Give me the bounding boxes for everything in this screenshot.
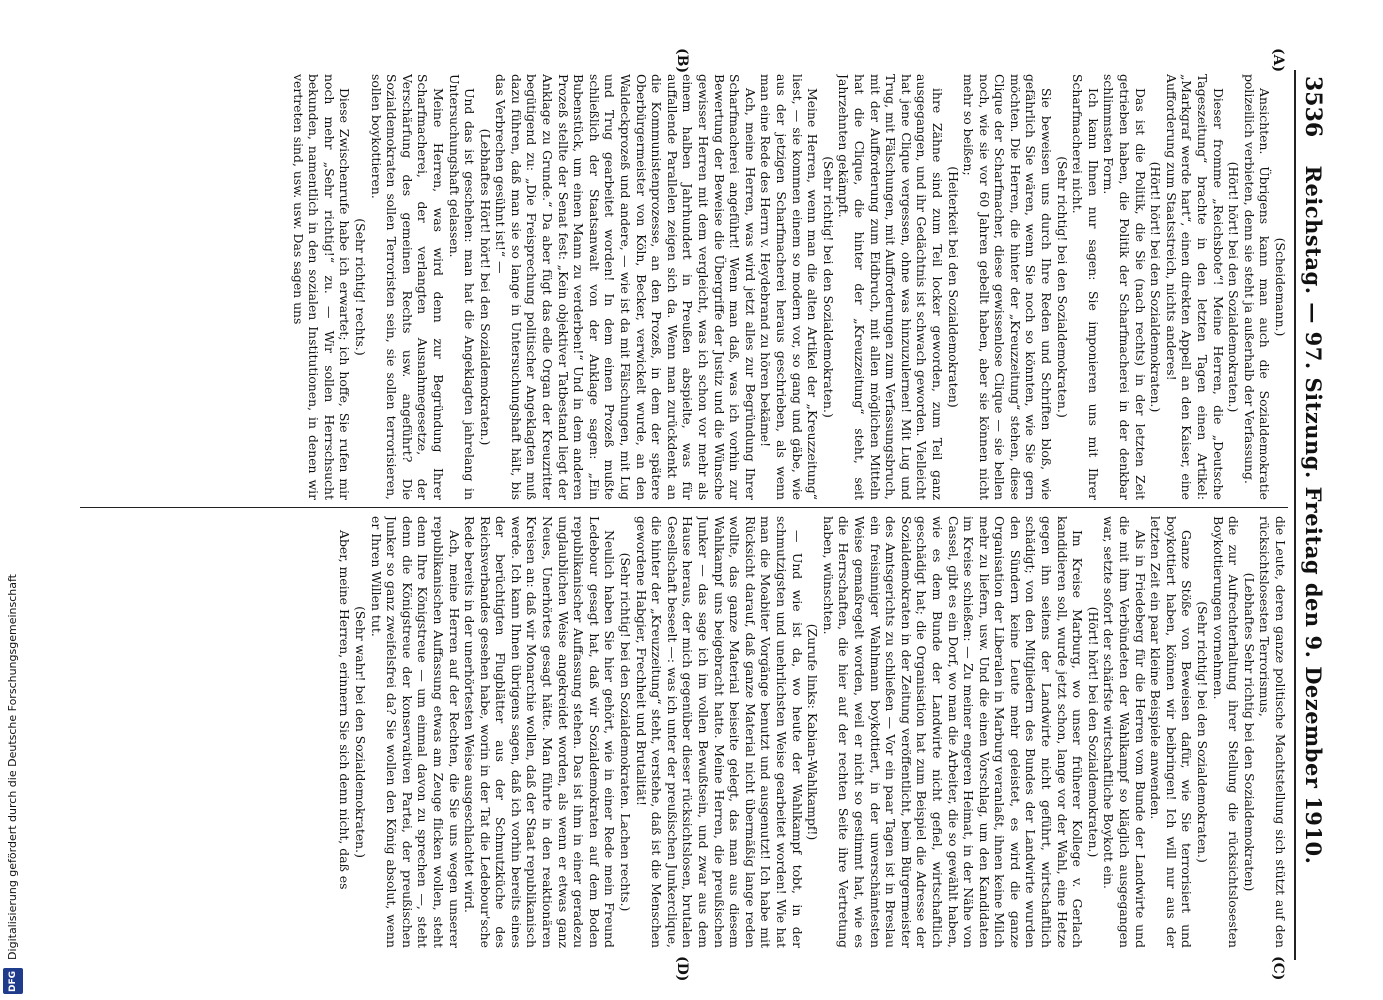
interjection: (Sehr richtig! rechts.) — [352, 218, 368, 356]
margin-marker-b: (B) — [674, 48, 690, 74]
paragraph: die zur Aufrechterhaltung ihrer Stellung die rücksichtslosesten Boykottierungen vornehmen. — [1210, 516, 1242, 948]
paragraph: Neulich haben Sie hier gehört, wie in einer Rede mein Freund Ledebour gesagt hat, daß wir Sozialdemokraten auf dem Boden republikanischer Auffassung stehen. Das ist ihm in einer geradezu unglaublichen Weise angekreidet worden, als wenn er etwas ganz Neues, Unerhörtes gesagt hätte. Man führte in den reaktionären Kreisen an: daß wir Monarchie wollen, daß der Staat republikanisch werde. Ich kann Ihnen übrigens sagen, daß ich vorhin bereits eines der berüchtigten Flugblätter aus der Schmutzküche des Reichsverbandes gesehen habe, worin in der Tat die Ledebour'sche Rede bereits in der unerhörtesten Weise ausgeschlachtet wird. — [462, 516, 618, 948]
paragraph: Im Kreise Marburg, wo unser früherer Kollege v. Gerlach kandidieren soll, wurde jetzt schon, lange vor der Wahl, eine Hetze gegen ihn seitens der Landwirte nicht geführt, wirtschaftlich schädigt; von den Mitgliedern des Bundes der Landwirte wurden den Sündern keine Leute mehr geleistet, es wird die ganze Organisation der Liberalen in Marburg veranlaßt, ihnen keine Milch mehr zu liefern, usw. Und die einen Vorschlag, um den Kandidaten im Kreise schießen: — Zu meiner engeren Heimat, in der Nähe von Cassel, gibt es ein Dorf, wo man die Arbeiter, die so gewählt haben, wie es dem Bunde der Landwirte nicht gefiel, wirtschaftlich geschädigt hat; die Organisation hat zum Beispiel die Adresse der Sozialdemokraten in der Zeitung veröffentlicht, beim Bürgermeister des Amtsgerichts zu schließen — Vor ein paar Tagen ist in Breslau ein freisinniger Wahlmann boykottiert, in der unverschämtesten Weise gemaßregelt worden, weil er nicht so gestimmt hat, wie es die Herrschaften, die hier auf der rechten Seite ihre Vertretung haben, wünschten. — [820, 516, 1086, 948]
interjection: (Heiterkeit bei den Sozialdemokraten) — [945, 166, 961, 408]
interjection: (Sehr wahr! bei den Sozialdemokraten.) — [352, 606, 368, 858]
interjection: (Hört! hört! bei den Sozialdemokraten.) — [1226, 161, 1242, 413]
interjection: (Sehr richtig! bei den Sozialdemokraten.) — [1195, 601, 1211, 863]
margin-marker-d: (D) — [674, 956, 690, 982]
paragraph: Ach, meine Herren, was wird jetzt alles zur Begründung Ihrer Scharfmacherei angeführt! Wenn man daß, was ich vorhin zur Bewertung der Beweise die Übergriffe der Justiz und die Wünsche gewisser Herren mit dem vergleicht, was ich schon vor mehr als einem halben Jahrhundert in Preußen abspielte, was für auffallende Parallelen zeigen sich da. Wenn man zurückdenkt an die Kommunistenprozesse, an den Prozeß, in dem der spätere Oberbürgermeister von Köln, Becker, verwickelt wurde, an den Waldeckprozeß und andere, — wie ist da mit Fälschungen, mit Lug und Trug gearbeitet worden! In dem einen Prozeß mußte schließlich der Staatsanwalt von der Anklage sagen: „Ein Bubenstück, um einen Mann zu verderben!“ Und in dem anderen Prozeß stellte der Senat fest: „Kein objektiver Tatbestand liegt der Anklage zu Grunde.“ Da aber fügt das edle Organ der Kreuzritter begütigend zu: „Die Freisprechung politischer Angeklagten muß dazu führen, daß man sie so lange in Untersuchungshaft hält, bis das Verbrechen gesühnt ist!“ — — [493, 74, 758, 500]
interjection: (Hört! hört! bei den Sozialdemokraten.) — [1148, 161, 1164, 413]
paragraph: Und das ist geschehen: man hat die Angeklagten jahrelang in Untersuchungshaft gelassen. — [446, 74, 478, 500]
interjection: (Sehr richtig! bei den Sozialdemokraten.) — [1054, 156, 1070, 418]
interjection: (Lebhaftes Hört! hört! bei den Sozialdemokraten.) — [477, 128, 493, 446]
margin-marker-a: (A) — [1270, 48, 1286, 73]
interjection: (Hört! hört! bei den Sozialdemokraten.) — [1085, 606, 1101, 858]
interjection: (Sehr richtig! bei den Sozialdemokraten.) — [820, 156, 836, 418]
page-number: 3536 — [1300, 76, 1326, 138]
page-title: Reichstag. — 97. Sitzung. Freitag den 9. Dezember 1910. — [1301, 165, 1326, 865]
interjection: (Zurufe links: Kabian-Wahlkampf!) — [805, 623, 821, 841]
paragraph: die Leute, deren ganze politische Machtstellung sich stützt auf den rücksichtslosesten Terrorismus, — [1257, 516, 1288, 948]
paragraph: ihre Zähne sind zum Teil locker geworden, zum Teil ganz ausgegangen, und ihr Gedächtnis ist schwach geworden. Vielleicht hat jene Clique vergessen, ohne was hinzuzulernen! Mit Lug und Trug, mit Fälschungen, mit Aufforderungen zum Verfassungsbruch, mit der Aufforderung zum Eidbruch, mit allen möglichen Mitteln hat die Clique, die hinter der „Kreuzzeitung“ steht, seit Jahrzehnten gekämpft. — [836, 74, 945, 500]
paragraph: Dieser fromme „Reichsbote“! Meine Herren, die „Deutsche Tageszeitung“ brachte in den letzten Tagen einen Artikel: „Markgraf werde hart“, einen direkten Appell an den Kaiser, eine Aufforderung zum Staatsstreich, nichts anderes! — [1163, 74, 1226, 500]
paragraph: Das ist die Politik, die Sie (nach rechts) in der letzten Zeit getrieben haben, die Politik der Scharfmacherei in der denkbar schlimmsten Form. — [1101, 74, 1148, 500]
paragraph: Aber, meine Herren, erinnern Sie sich denn nicht, daß es — [337, 530, 353, 890]
paragraph: Ansichten. Übrigens kann man auch die Sozialdemokratie polizeilich verbieten, denn sie steht ja außerhalb der Verfassung. — [1241, 74, 1273, 500]
speaker-name: (Scheidemann.) — [1273, 237, 1288, 337]
right-column — [80, 516, 1288, 948]
interjection: (Lebhaftes Sehr richtig bei den Sozialdemokraten) — [1241, 572, 1257, 892]
dfg-logo: DFG — [3, 968, 23, 994]
interjection: (Sehr richtig! bei den Sozialdemokraten. Lachen rechts.) — [618, 552, 634, 912]
paragraph: Ach, meine Herren auf der Rechten, die Sie uns wegen unserer republikanischen Auffassung etwas am Zeuge flicken wollen, steht denn Ihre Königstreue — um einmal davon zu sprechen —, steht denn die Königstreue der konservativen Partei, der preußischen Junker so ganz zweifelsfrei da? Sie wollen den König absolut, wenn er Ihren Willen tut. — [368, 516, 462, 948]
paragraph: Ich kann Ihnen nur sagen: Sie imponieren uns mit Ihrer Scharfmacherei nicht. — [1070, 74, 1101, 500]
column-divider — [80, 507, 1288, 508]
credit-text: Digitalisierung gefördert durch die Deutsche Forschungsgemeinschaft — [6, 574, 19, 960]
paragraph: Diese Zwischenrufe habe ich erwartet; ich hoffe, Sie rufen mir noch mehr „Sehr richtig!“ zu. — Wir sollen Herrschsucht bekunden, namentlich in den sozialen Institutionen, in denen wir vertreten sind, usw. usw. Das sagen uns — [290, 74, 353, 500]
left-column — [80, 74, 1288, 500]
page-header — [1294, 70, 1330, 960]
document-page — [50, 0, 1340, 1000]
paragraph: Als in Friedeberg für die Herren vom Bunde der Landwirte und die mit ihm Verbündeten der Wahlkampf so kläglich ausgegangen war, setzte sofort der schärfste wirtschaftliche Boykott ein. — [1101, 516, 1148, 948]
margin-marker-c: (C) — [1270, 956, 1286, 981]
paragraph: Meine Herren, was wird denn zur Begründung Ihrer Scharfmacherei, der verlangten Ausnahmegesetze, der Verschärfung des gemeinen Rechts usw. angeführt? Die Sozialdemokraten sollen Terroristen sein, sie sollen terrorisieren, sollen boykottieren. — [368, 74, 446, 500]
paragraph: Sie beweisen uns durch Ihre Reden und Schriften bloß, wie gefährlich Sie wären, wenn Sie noch so könnten, wie Sie gern möchten. Die Herren, die hinter der „Kreuzzeitung“ stehen, diese Clique der Scharfmacher, diese gewissenlose Clique — sie bellen noch, wie sie vor 60 Jahren gebellt haben, aber sie können nicht mehr so beißen; — [961, 74, 1055, 500]
digitization-credit — [0, 0, 26, 1000]
paragraph: — Und wie ist da, wo heute der Wahlkampf tobt, in der schmutzigsten und unehrlichsten Weise gearbeitet worden! Wie hat man die Moabiter Vorgänge benutzt und ausgenutzt! Ich habe mit Rücksicht darauf, daß ganze Material nicht übermäßig lange reden wollte, das ganze Material beiseite gelegt, das man aus diesem Wahlkampf uns beigebracht hatte. Meine Herren, die preußischen Junker — das sage ich im vollen Bewußtsein, und zwar aus dem Hause heraus, der mich gegenüber dieser rücksichtslosen, brutalen Gesellschaft beseelt —: was ich unter der preußischen Junkerclique, die hinter der „Kreuzzeitung“ steht, verstehe, daß ist die Menschen gewordene Habgier, Frechheit und Brutalität! — [633, 516, 805, 948]
paragraph: Ganze Stöße von Beweisen dafür, wie Sie terrorisiert und boykottiert haben, können wir beibringen! Ich will nur aus der letzten Zeit ein paar kleine Beispiele anwenden. — [1148, 516, 1195, 948]
paragraph: Meine Herren, wenn man die alten Artikel der „Kreuzzeitung“ liest, — sie kommen einem so modern vor, so gang und gäbe, wie aus der jetzigen Scharfmacherei heraus geschrieben, als wenn man eine Rede des Herrn v. Heydebrand zu hören bekäme! — [758, 74, 821, 500]
